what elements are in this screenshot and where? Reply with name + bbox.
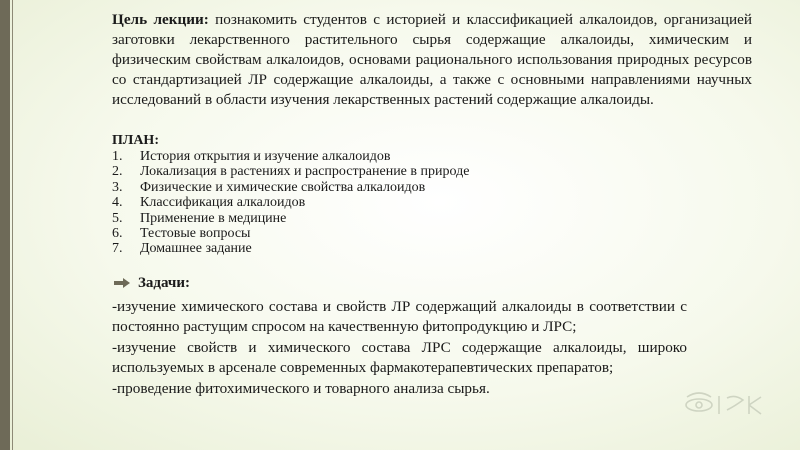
eye-logo-icon [683,388,765,420]
tasks-title: Задачи: [138,274,191,291]
plan-item [112,226,752,241]
plan-item-text: Локализация в растениях и распространение в природе [140,164,470,180]
arrow-bullet-icon [114,278,130,288]
plan-item [112,241,752,256]
plan-item [112,195,752,210]
plan-item-text: Классификация алкалоидов [140,195,306,211]
plan-item-text: История открытия и изучение алкалоидов [140,149,391,164]
plan-item-number: 6. [112,226,123,242]
plan-title: ПЛАН: [112,133,159,148]
side-bar [0,0,10,450]
task-item: -изучение химического состава и свойств ЛР содержащий алкалоиды в соответствии с постоянно растущим спросом на качественную фитопродукцию и ЛРС; [112,297,687,336]
plan-item-number: 4. [112,195,123,211]
plan-item-number: 5. [112,210,123,226]
plan-item [112,211,752,226]
goal-label: Цель лекции: [112,11,209,28]
plan-item [112,164,752,179]
lecture-goal [112,10,752,110]
plan-item [112,180,752,195]
plan-item-number: 1. [112,149,123,164]
plan-item-text: Тестовые вопросы [140,226,251,242]
plan-item-text: Домашнее задание [140,241,252,257]
tasks-heading [112,274,752,292]
task-item: -изучение свойств и химического состава ЛРС содержащие алкалоиды, широко используемых в арсенале современных фармакотерапевтических препаратов; [112,338,687,377]
plan-item [112,149,752,164]
plan-list [112,149,752,257]
side-divider [12,0,13,450]
plan-item-text: Применение в медицине [140,210,287,226]
plan-item-number: 3. [112,179,123,195]
plan-item-text: Физические и химические свойства алкалоидов [140,179,426,195]
plan-item-number: 2. [112,164,123,180]
task-item: -проведение фитохимического и товарного анализа сырья. [112,379,490,397]
slide-content [112,10,752,399]
plan-item-number: 7. [112,241,123,257]
tasks-list [112,297,687,400]
goal-text: познакомить студентов с историей и классификацией алкалоидов, организацией заготовки лекарственного растительного сырья содержащие алкалоиды, химическим и физическим свойствам алкалоидов, основами рационального использования природных ресурсов со стандартизацией ЛР содержащие алкалоиды, а также с основными направлениями научных исследований в области изучения лекарственных растений содержащие алкалоиды. [112,11,752,108]
